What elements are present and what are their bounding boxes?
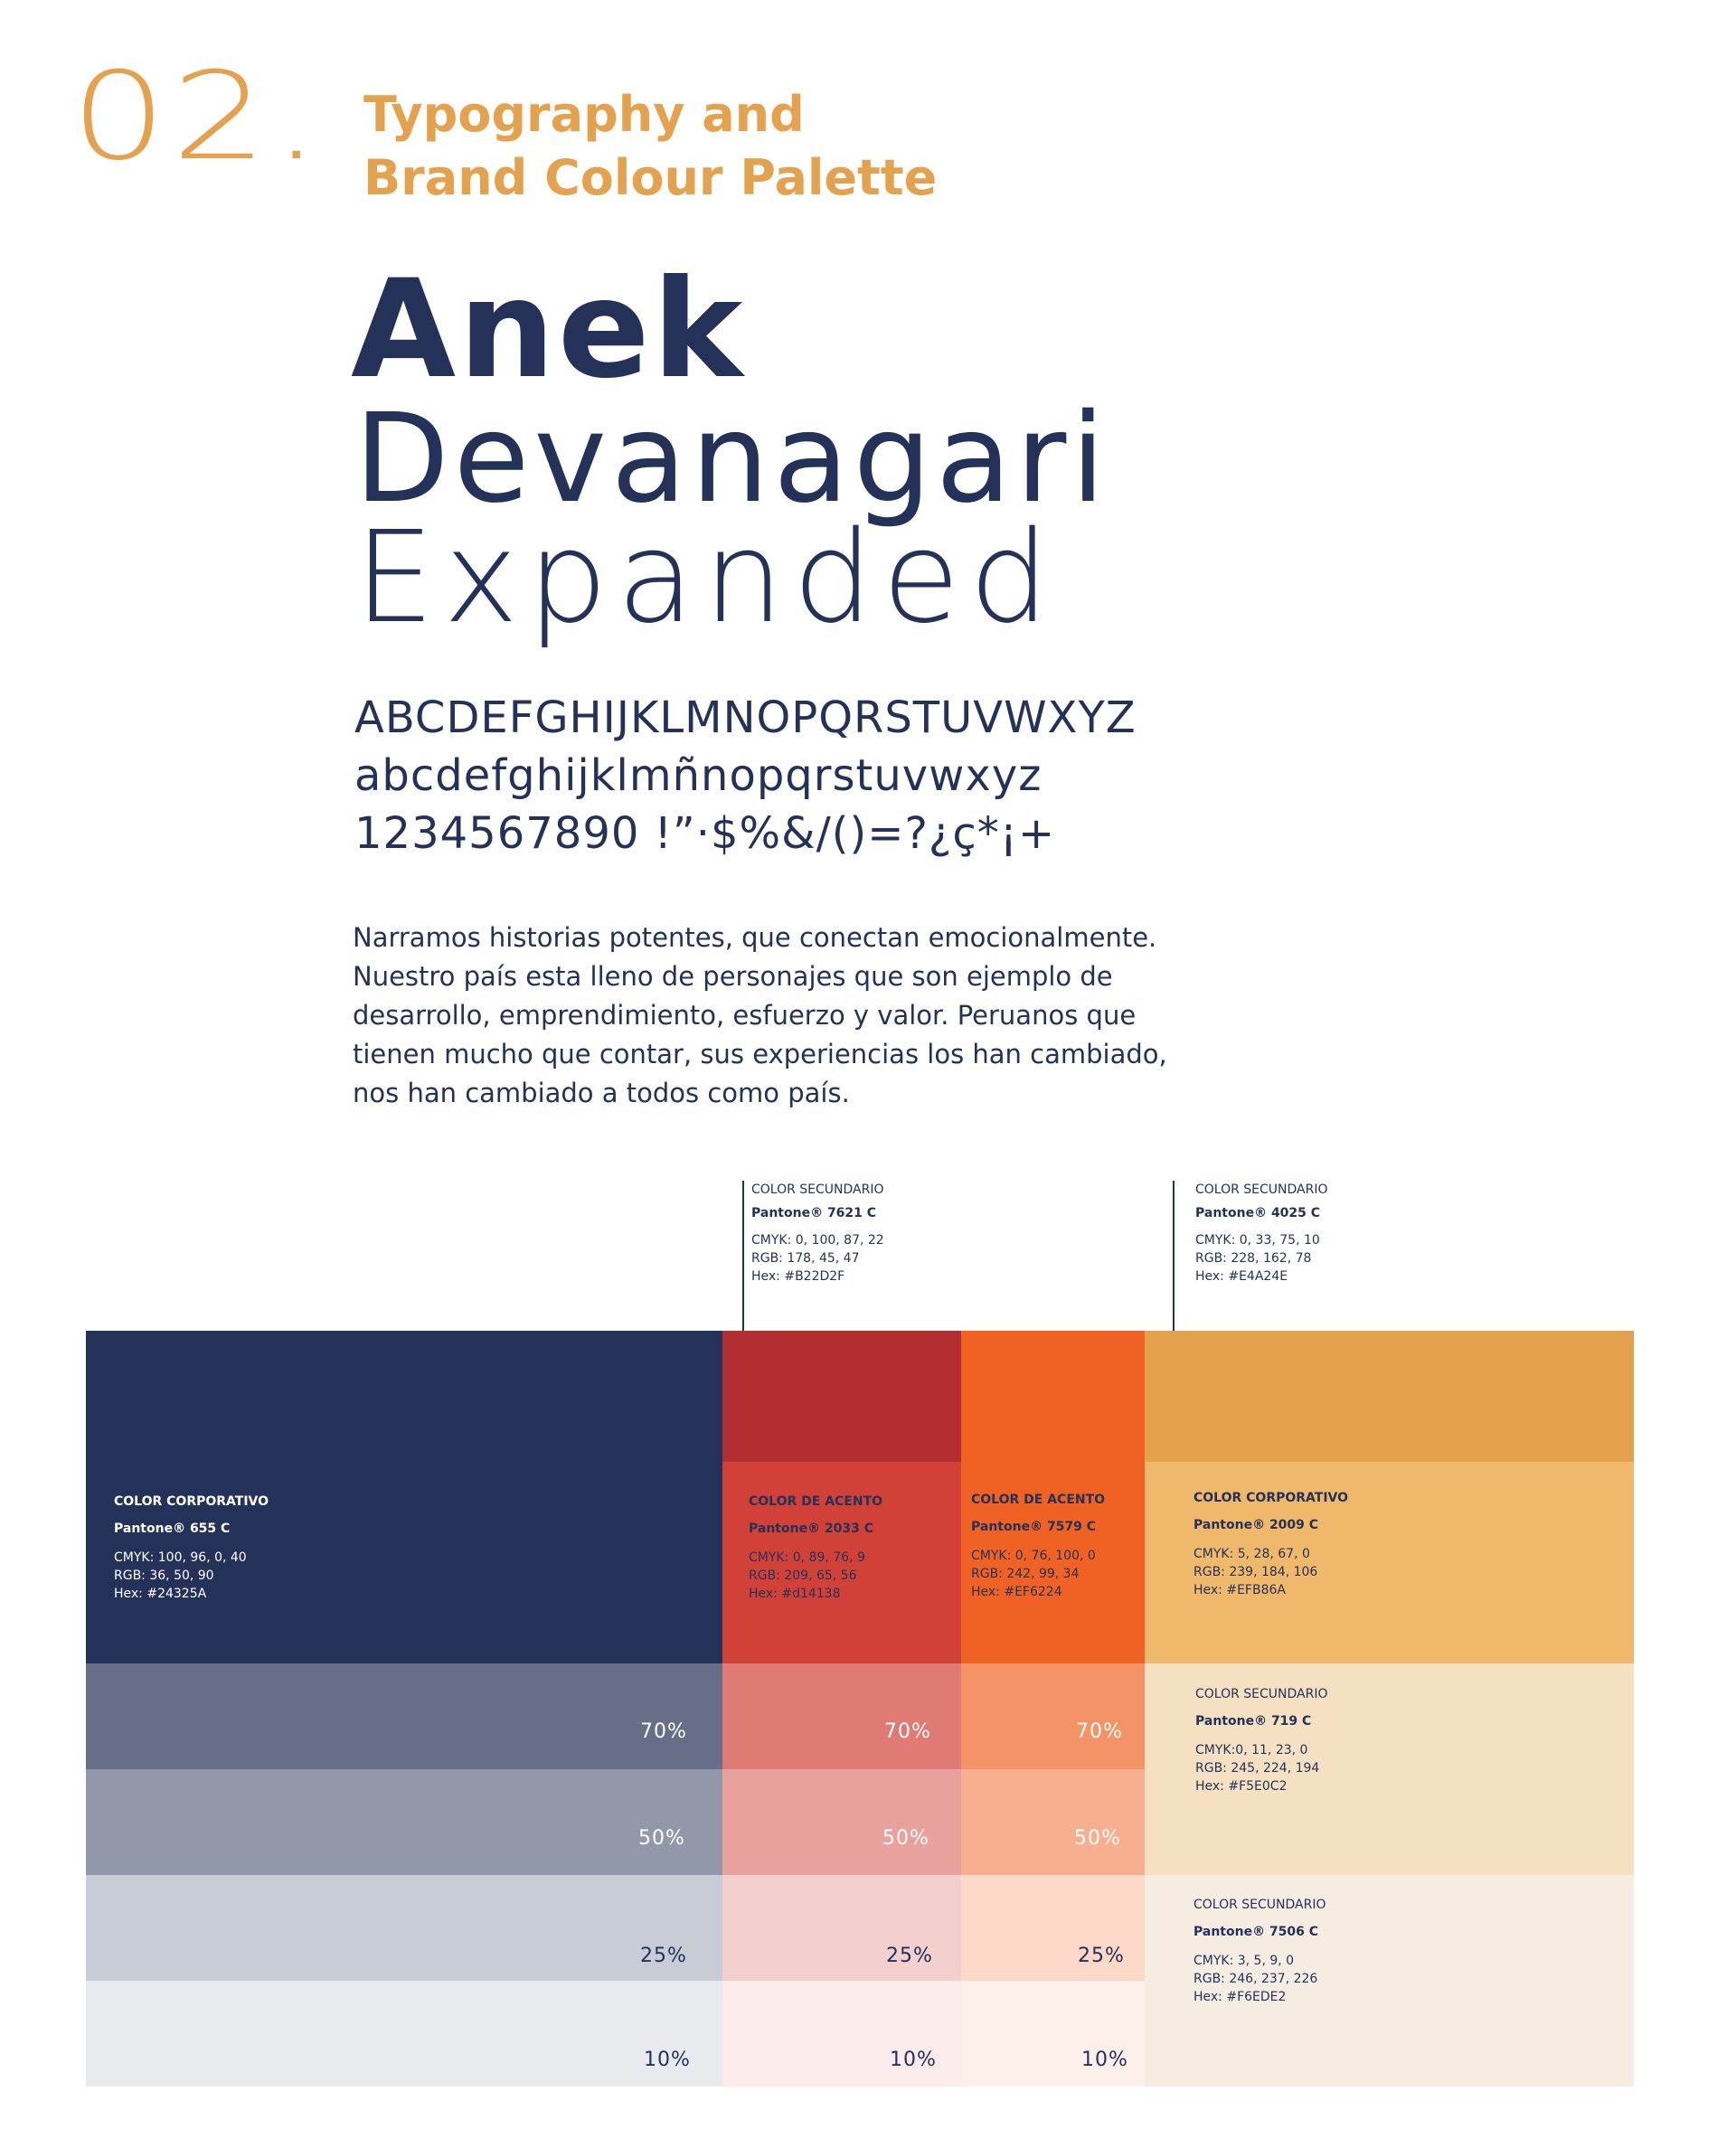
section-title-line-2: Brand Colour Palette <box>363 149 938 206</box>
section-title <box>363 83 937 210</box>
swatch-label: COLOR SECUNDARIO <box>1195 1687 1328 1701</box>
swatch-hex: Hex: #F6EDE2 <box>1194 1990 1287 2004</box>
body-paragraph <box>353 919 1212 1113</box>
callout-cmyk: CMYK: 0, 100, 87, 22 <box>751 1233 884 1248</box>
body-line: Nuestro país esta lleno de personajes que son ejemplo de <box>353 961 1113 992</box>
swatch-rgb: RGB: 209, 65, 56 <box>749 1569 857 1583</box>
body-line: tienen mucho que contar, sus experiencias los han cambiado, <box>353 1039 1167 1069</box>
swatch-rgb: RGB: 239, 184, 106 <box>1194 1565 1318 1579</box>
callout-pantone: Pantone® 4025 C <box>1195 1206 1321 1220</box>
callout-leader-line <box>742 1181 744 1345</box>
callout-label: COLOR SECUNDARIO <box>1195 1182 1328 1197</box>
swatch-navy-50 <box>86 1769 722 1875</box>
swatch-hex: Hex: #EF6224 <box>971 1585 1062 1599</box>
swatch-orange-dark <box>1145 1331 1634 1462</box>
tint-label-25: 25% <box>640 1945 687 1967</box>
swatch-cmyk: CMYK: 3, 5, 9, 0 <box>1194 1954 1295 1968</box>
callout-specs <box>751 1231 884 1286</box>
swatch-info-cream <box>1194 1896 1326 2006</box>
body-line: nos han cambiado a todos como país. <box>353 1078 850 1108</box>
callout-orange-dark <box>1195 1182 1328 1286</box>
swatch-orange-70 <box>961 1663 1145 1769</box>
swatch-pantone: Pantone® 2033 C <box>749 1522 874 1536</box>
swatch-specs <box>114 1549 269 1603</box>
swatch-title: COLOR DE ACENTO <box>971 1493 1106 1507</box>
swatch-rgb: RGB: 245, 224, 194 <box>1195 1761 1320 1776</box>
tint-label-70: 70% <box>640 1720 687 1743</box>
callout-label: COLOR SECUNDARIO <box>751 1182 884 1197</box>
swatch-red-70 <box>722 1663 961 1769</box>
swatch-pantone: Pantone® 655 C <box>114 1522 231 1536</box>
tint-label-70: 70% <box>884 1720 931 1743</box>
callout-rgb: RGB: 228, 162, 78 <box>1195 1251 1312 1266</box>
tint-label-50: 50% <box>638 1827 685 1850</box>
swatch-info-gold <box>1194 1489 1348 1599</box>
tint-label-10: 10% <box>1081 2049 1128 2071</box>
glyph-specimen <box>354 689 1137 862</box>
callout-leader-line <box>1173 1181 1175 1345</box>
tint-label-50: 50% <box>1074 1827 1121 1850</box>
swatch-cmyk: CMYK: 0, 76, 100, 0 <box>971 1549 1096 1563</box>
tint-label-70: 70% <box>1076 1720 1123 1743</box>
body-line: Narramos historias potentes, que conectan emocionalmente. <box>353 922 1157 953</box>
swatch-info-red <box>749 1493 882 1603</box>
swatch-info-peach <box>1195 1685 1328 1795</box>
callout-hex: Hex: #E4A24E <box>1195 1269 1288 1284</box>
section-title-line-1: Typography and <box>363 86 805 143</box>
swatch-specs <box>1194 1545 1348 1599</box>
swatch-red-dark <box>722 1331 961 1462</box>
glyphs-uppercase: ABCDEFGHIJKLMNOPQRSTUVWXYZ <box>354 692 1137 743</box>
glyphs-lowercase: abcdefghijklmñnopqrstuvwxyz <box>354 750 1043 801</box>
swatch-red-50 <box>722 1769 961 1875</box>
swatch-orange-50 <box>961 1769 1145 1875</box>
swatch-cmyk: CMYK: 100, 96, 0, 40 <box>114 1550 247 1565</box>
swatch-hex: Hex: #F5E0C2 <box>1195 1779 1288 1794</box>
swatch-specs <box>1194 1952 1326 2006</box>
swatch-title: COLOR CORPORATIVO <box>1194 1491 1349 1505</box>
tint-label-25: 25% <box>1078 1945 1125 1967</box>
swatch-info-orange <box>971 1491 1105 1601</box>
callout-pantone: Pantone® 7621 C <box>751 1206 877 1220</box>
swatch-specs <box>1195 1741 1328 1795</box>
swatch-hex: Hex: #24325A <box>114 1587 207 1601</box>
callout-cmyk: CMYK: 0, 33, 75, 10 <box>1195 1233 1320 1248</box>
swatch-title: COLOR DE ACENTO <box>749 1494 883 1509</box>
swatch-specs <box>749 1549 882 1603</box>
swatch-specs <box>971 1547 1105 1601</box>
callout-rgb: RGB: 178, 45, 47 <box>751 1251 860 1266</box>
swatch-pantone: Pantone® 7506 C <box>1194 1925 1319 1939</box>
typeface-name-line-1: Anek <box>351 251 746 409</box>
swatch-pantone: Pantone® 719 C <box>1195 1714 1312 1729</box>
swatch-navy-70 <box>86 1663 722 1769</box>
swatch-title: COLOR CORPORATIVO <box>114 1494 269 1509</box>
swatch-pantone: Pantone® 2009 C <box>1194 1518 1319 1532</box>
swatch-info-navy <box>114 1493 269 1603</box>
swatch-pantone: Pantone® 7579 C <box>971 1520 1097 1534</box>
swatch-rgb: RGB: 246, 237, 226 <box>1194 1972 1318 1986</box>
glyphs-numerals: 1234567890 !”·$%&/()=?¿ç*¡+ <box>354 808 1056 859</box>
tint-label-10: 10% <box>644 2049 691 2071</box>
swatch-rgb: RGB: 36, 50, 90 <box>114 1569 214 1583</box>
section-number: 02. <box>71 46 326 187</box>
swatch-hex: Hex: #EFB86A <box>1194 1583 1286 1597</box>
swatch-navy-25 <box>86 1875 722 1981</box>
tint-label-50: 50% <box>882 1827 929 1850</box>
tint-label-10: 10% <box>890 2049 937 2071</box>
callout-specs <box>1195 1231 1328 1286</box>
swatch-cmyk: CMYK: 0, 89, 76, 9 <box>749 1550 865 1565</box>
typeface-name-line-3: Expanded <box>354 504 1059 652</box>
swatch-rgb: RGB: 242, 99, 34 <box>971 1567 1080 1581</box>
typeface-name-line-2: Devanagari <box>354 388 1110 531</box>
swatch-label: COLOR SECUNDARIO <box>1194 1898 1326 1912</box>
callout-hex: Hex: #B22D2F <box>751 1269 845 1284</box>
callout-red-dark <box>751 1182 884 1286</box>
swatch-hex: Hex: #d14138 <box>749 1587 841 1601</box>
swatch-cmyk: CMYK:0, 11, 23, 0 <box>1195 1743 1308 1757</box>
tint-label-25: 25% <box>886 1945 933 1967</box>
body-line: desarrollo, emprendimiento, esfuerzo y valor. Peruanos que <box>353 1000 1137 1031</box>
swatch-cmyk: CMYK: 5, 28, 67, 0 <box>1194 1547 1310 1561</box>
swatch-navy-10 <box>86 1981 722 2087</box>
